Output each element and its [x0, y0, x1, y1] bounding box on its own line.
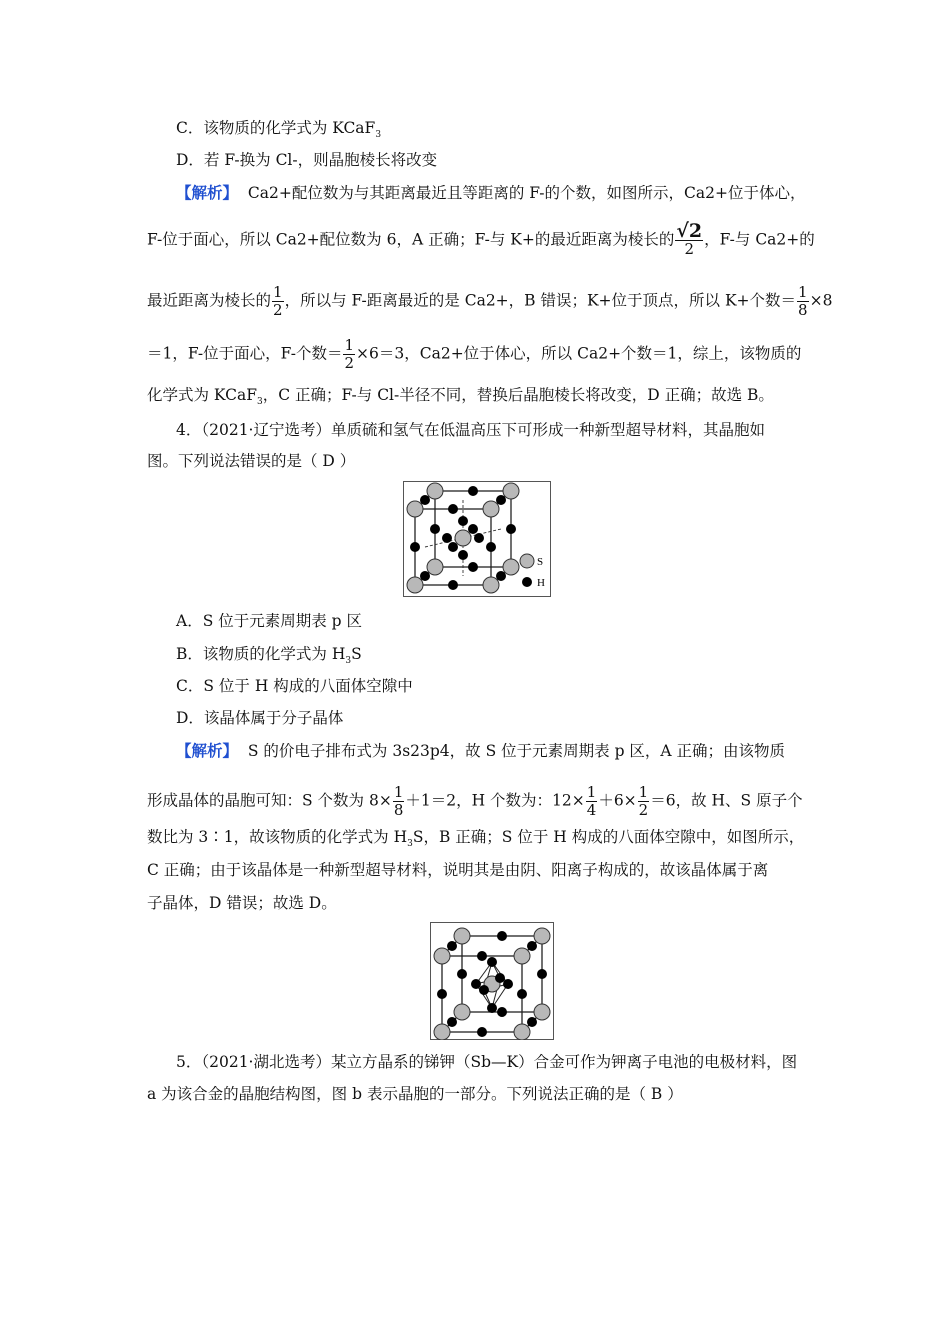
- analysis-2-line-2: [147, 784, 803, 819]
- fraction-num: 1: [638, 783, 649, 801]
- analysis-line-5: [147, 385, 774, 408]
- text: ，F-与 Ca2+的: [704, 230, 815, 249]
- analysis-tag: 【解析】: [176, 183, 239, 202]
- fraction: [343, 337, 355, 372]
- fraction-den: 2: [638, 801, 649, 819]
- fraction-num: 1: [273, 283, 283, 301]
- fraction-den: 8: [393, 801, 404, 819]
- fraction: [797, 284, 809, 319]
- text: ＝1，F-位于面心，F-个数＝: [147, 344, 343, 363]
- octahedral-void-figure: [430, 922, 554, 1040]
- option-d-2: D．该晶体属于分子晶体: [176, 709, 344, 727]
- fraction-den: 2: [344, 354, 355, 372]
- option-b: [176, 644, 362, 667]
- analysis-tag: 【解析】: [176, 741, 239, 760]
- option-c-2: C．S 位于 H 构成的八面体空隙中: [176, 677, 413, 695]
- text: S，B 正确；S 位于 H 构成的八面体空隙中，如图所示，: [412, 828, 805, 846]
- subscript: 3: [407, 839, 413, 850]
- legend-h-label: H: [537, 577, 545, 589]
- text: S 的价电子排布式为 3s23p4，故 S 位于元素周期表 p 区，A 正确；由该物质: [247, 742, 786, 760]
- option-c-text: C．该物质的化学式为 KCaF: [176, 119, 376, 137]
- subscript: 3: [375, 130, 382, 141]
- fraction: [272, 284, 284, 319]
- text: ，所以与 F-距离最近的是 Ca2+，B 错误；K+位于顶点，所以 K+个数＝: [284, 291, 797, 310]
- text: S: [351, 645, 362, 663]
- fraction-den: 4: [586, 801, 597, 819]
- h3s-unit-cell-figure: [403, 481, 551, 597]
- legend-s-label: S: [537, 556, 544, 568]
- analysis-2-line-5: 子晶体，D 错误；故选 D。: [147, 894, 337, 912]
- fraction-sqrt2-over-2: [675, 220, 703, 258]
- fraction-den: 2: [273, 301, 283, 319]
- option-a: A．S 位于元素周期表 p 区: [176, 612, 363, 630]
- fraction-num: 1: [798, 283, 808, 301]
- legend-h-marker: [522, 577, 532, 587]
- fraction-num: 1: [586, 783, 597, 801]
- analysis-2-line-4: C 正确；由于该晶体是一种新型超导材料，说明其是由阴、阳离子构成的，故该晶体属于离: [147, 861, 769, 879]
- fraction: [638, 784, 650, 819]
- fraction-num: 1: [393, 783, 404, 801]
- fraction-den: 8: [798, 301, 808, 319]
- text: ＋1＝2，H 个数为：12×: [405, 791, 585, 810]
- question-4-line-1: 4．（2021·辽宁选考）单质硫和氢气在低温高压下可形成一种新型超导材料，其晶胞如: [176, 421, 765, 439]
- text: B．该物质的化学式为 H: [176, 645, 346, 663]
- text: ＝6，故 H、S 原子个: [650, 791, 803, 810]
- analysis-2-line-1: [176, 741, 785, 761]
- text: F-位于面心，所以 Ca2+配位数为 6，A 正确；F-与 K+的最近距离为棱长的: [147, 230, 675, 249]
- text: 最近距离为棱长的: [147, 291, 272, 310]
- analysis-line-2: [147, 220, 815, 258]
- question-5-line-1: 5．（2021·湖北选考）某立方晶系的锑钾（Sb—K）合金可作为钾离子电池的电极材料，图: [176, 1053, 798, 1071]
- analysis-2-line-3: [147, 827, 805, 850]
- fraction-num: 1: [344, 336, 355, 354]
- analysis-text: Ca2+配位数为与其距离最近且等距离的 F-的个数，如图所示，Ca2+位于体心，: [247, 184, 806, 202]
- option-d: D．若 F-换为 Cl-，则晶胞棱长将改变: [176, 151, 438, 169]
- fraction-den: 2: [684, 240, 694, 258]
- option-c: [176, 118, 382, 141]
- fraction: [393, 784, 405, 819]
- text: ×6＝3，Ca2+位于体心，所以 Ca2+个数＝1，综上，该物质的: [356, 344, 802, 363]
- analysis-line-3: [147, 284, 832, 319]
- analysis-line-4: [147, 337, 801, 372]
- subscript: 3: [345, 656, 352, 667]
- text: ＋6×: [598, 791, 637, 810]
- fraction: [586, 784, 598, 819]
- text: 化学式为 KCaF: [147, 386, 257, 404]
- text: ×8: [809, 291, 833, 310]
- question-4-line-2: 图。下列说法错误的是（ D ）: [147, 452, 356, 470]
- legend-s-marker: [520, 554, 534, 568]
- text: 数比为 3∶1，故该物质的化学式为 H: [147, 828, 408, 846]
- analysis-line-1: [176, 183, 806, 203]
- fraction-num: √2: [676, 220, 703, 242]
- subscript: 3: [256, 397, 263, 408]
- text: ，C 正确；F-与 Cl-半径不同，替换后晶胞棱长将改变，D 正确；故选 B。: [262, 386, 774, 404]
- text: 形成晶体的晶胞可知：S 个数为 8×: [147, 791, 392, 810]
- question-5-line-2: a 为该合金的晶胞结构图，图 b 表示晶胞的一部分。下列说法正确的是（ B ）: [147, 1085, 683, 1103]
